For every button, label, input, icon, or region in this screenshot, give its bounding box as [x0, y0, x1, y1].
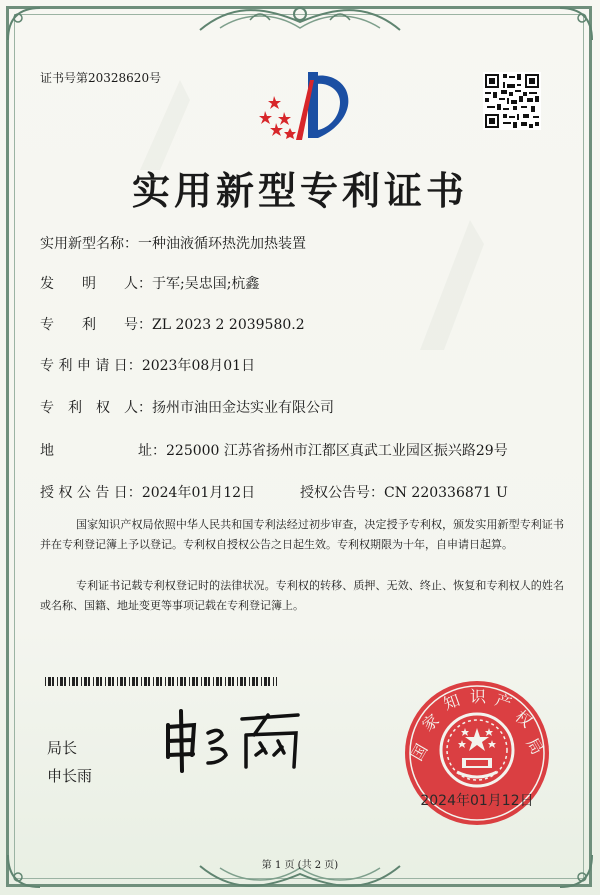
- name-value: 一种油液循环热洗加热装置: [138, 236, 306, 252]
- svg-text:权: 权: [511, 706, 536, 732]
- qr-code: [483, 72, 541, 130]
- patent-no-label: 专 利 号：: [40, 317, 152, 333]
- name-label: 实用新型名称：: [40, 236, 138, 252]
- director-signature: [160, 705, 310, 775]
- director-title: 局长: [47, 739, 78, 757]
- grant-no-value: CN 220336871 U: [384, 485, 508, 501]
- certificate-number: 证书号第20328620号: [40, 71, 162, 85]
- watermark-right: [400, 200, 540, 360]
- svg-text:家: 家: [418, 710, 443, 736]
- field-filing-date: [40, 355, 255, 375]
- patentee-label: 专 利 权 人：: [40, 400, 152, 416]
- cnipa-logo: [256, 68, 356, 146]
- body-paragraph-1: 国家知识产权局依照中华人民共和国专利法经过初步审查，决定授予专利权，颁发实用新型专利证书并在专利登记簿上予以登记。专利权自授权公告之日起生效。专利权期限为十年，自申请日起算。: [40, 518, 564, 551]
- page-number: 第 1 页 (共 2 页): [261, 860, 339, 871]
- field-patent-number: [40, 314, 305, 334]
- field-inventor: [40, 273, 259, 293]
- svg-text:产: 产: [492, 689, 515, 714]
- barcode: [45, 677, 277, 686]
- certificate-title: 实用新型专利证书: [131, 168, 468, 213]
- address-label: 地 址：: [40, 443, 166, 459]
- body-paragraph-2: 专利证书记载专利权登记时的法律状况。专利权的转移、质押、无效、终止、恢复和专利权人的姓名或名称、国籍、地址变更等事项记载在专利登记簿上。: [40, 579, 564, 612]
- field-utility-model-name: [40, 233, 306, 253]
- seal-date: 2024年01月12日: [420, 793, 534, 809]
- svg-text:国: 国: [407, 740, 432, 764]
- field-patentee: [40, 397, 334, 417]
- field-grant-date: [40, 482, 255, 502]
- director-name: 申长雨: [47, 767, 93, 785]
- svg-text:识: 识: [470, 687, 487, 706]
- filing-date-label: 专 利 申 请 日：: [40, 358, 142, 374]
- svg-text:局: 局: [522, 734, 547, 758]
- grant-no-label: 授权公告号：: [300, 485, 384, 501]
- corner-ornament-tr: [556, 4, 596, 44]
- inventor-label: 发 明 人：: [40, 276, 152, 292]
- grant-date-label: 授 权 公 告 日：: [40, 485, 142, 501]
- grant-date-value: 2024年01月12日: [141, 485, 256, 501]
- address-value: 225000 江苏省扬州市江都区真武工业园区振兴路29号: [166, 443, 508, 459]
- filing-date-value: 2023年08月01日: [141, 358, 256, 374]
- corner-ornament-tl: [4, 4, 44, 44]
- field-grant-number: [300, 482, 508, 502]
- field-address: [40, 440, 508, 460]
- inventor-value: 于军;吴忠国;杭鑫: [152, 276, 260, 292]
- patentee-value: 扬州市油田金达实业有限公司: [152, 400, 334, 416]
- top-ornament: [190, 0, 410, 38]
- svg-text:知: 知: [440, 690, 463, 714]
- patent-no-value: ZL 2023 2 2039580.2: [152, 317, 305, 333]
